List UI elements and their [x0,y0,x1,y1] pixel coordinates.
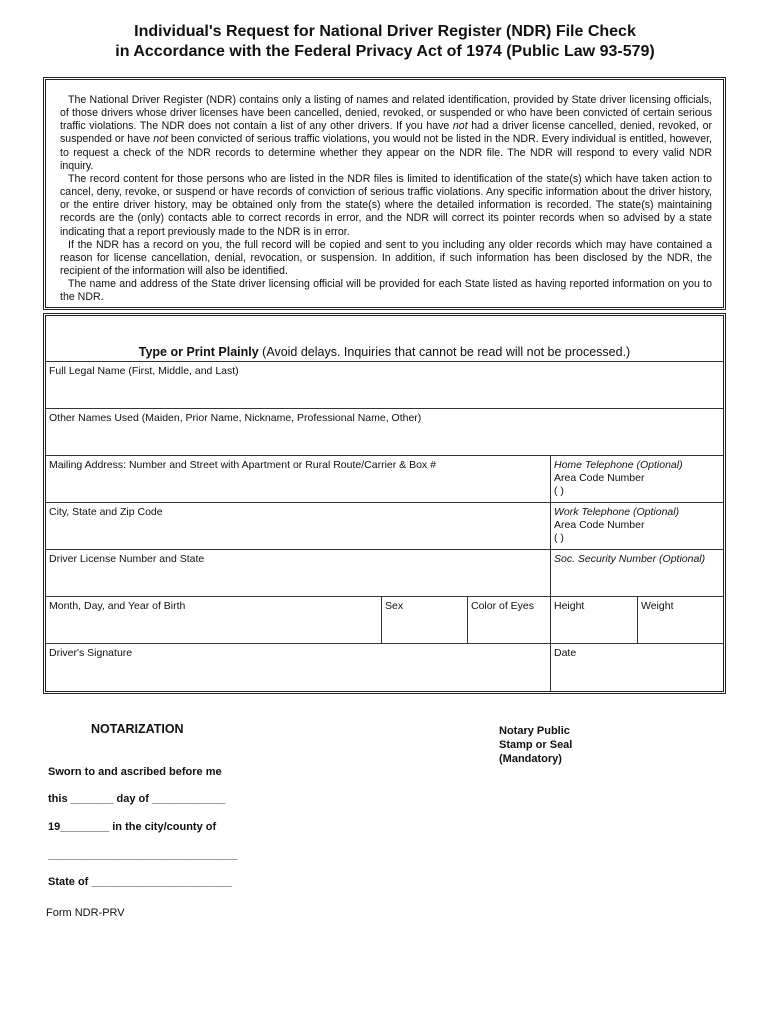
notary-state-line[interactable]: State of _______________________ [48,876,233,888]
driver-license-label: Driver License Number and State [49,553,205,565]
notary-seal-line-1: Notary Public [499,725,570,737]
title-line-1: Individual's Request for National Driver Register (NDR) File Check [134,23,636,40]
work-area-code-parens: ( ) [554,532,564,544]
eye-color-field[interactable] [468,597,550,643]
mailing-address-label: Mailing Address: Number and Street with Apartment or Rural Route/Carrier & Box # [49,459,436,471]
intro-text [60,94,712,305]
height-field[interactable] [551,597,637,643]
other-names-field[interactable] [46,409,723,455]
height-label: Height [554,600,585,612]
instruction-bold: Type or Print Plainly [138,345,259,359]
intro-p1-part-c: been convicted of serious traffic violations, you would not be listed in the NDR. Every individual is entitled, however, to request a check of the NDR records to determine whether they appear on the NDR file. The NDR will respond to every valid NDR inquiry. [60,133,712,172]
city-state-zip-label: City, State and Zip Code [49,506,163,518]
notary-blank-line[interactable]: _______________________________ [48,849,238,861]
signature-label: Driver's Signature [49,647,133,659]
notary-seal-label [499,724,572,766]
intro-box [43,77,726,310]
notary-day-line[interactable]: this _______ day of ____________ [48,793,226,805]
sex-label: Sex [385,600,404,612]
full-name-label: Full Legal Name (First, Middle, and Last) [49,365,239,377]
other-names-label: Other Names Used (Maiden, Prior Name, Nickname, Professional Name, Other) [49,412,422,424]
ssn-field[interactable] [551,550,723,596]
notary-sworn-line: Sworn to and ascribed before me [48,766,222,778]
work-telephone-label: Work Telephone (Optional) [554,506,680,518]
signature-field[interactable] [46,644,550,691]
form-id: Form NDR-PRV [46,907,125,919]
full-name-field[interactable] [46,362,723,408]
mailing-address-field[interactable] [46,456,550,502]
eye-color-label: Color of Eyes [471,600,535,612]
intro-paragraph-4: The name and address of the State driver licensing official will be provided for each State listed as having reported information on you to the NDR. [60,278,712,304]
work-telephone-field[interactable] [551,503,723,549]
date-label: Date [554,647,577,659]
home-telephone-field[interactable] [551,456,723,502]
date-of-birth-field[interactable] [46,597,381,643]
home-area-code-label: Area Code Number [554,472,645,484]
work-area-code-label: Area Code Number [554,519,645,531]
instruction-rest: (Avoid delays. Inquiries that cannot be read will not be processed.) [258,345,631,359]
intro-p1-emph-1: not [452,120,468,133]
request-form [43,313,726,694]
intro-p1-part-b: had a driver license cancelled, denied, revoked, or suspended or have [60,120,713,146]
weight-field[interactable] [638,597,723,643]
notary-year-line[interactable]: 19________ in the city/county of [48,821,217,833]
date-of-birth-label: Month, Day, and Year of Birth [49,600,186,612]
intro-p1-emph-2: not [153,133,168,146]
sex-field[interactable] [382,597,467,643]
city-state-zip-field[interactable] [46,503,550,549]
home-area-code-parens: ( ) [554,485,564,497]
form-instruction [46,345,723,359]
notary-seal-line-3: (Mandatory) [499,753,562,765]
intro-paragraph-3: If the NDR has a record on you, the full record will be copied and sent to you including any older records which may have contained a reason for license cancellation, denial, revocation, or suspension. In addition, if such information has been disclosed by the NDR, the recipient of the information will also be identified. [60,238,712,278]
page-title [0,22,770,62]
driver-license-field[interactable] [46,550,550,596]
intro-paragraph-1 [60,94,712,173]
notary-seal-line-2: Stamp or Seal [499,739,573,751]
home-telephone-label: Home Telephone (Optional) [554,459,683,471]
notarization-heading: NOTARIZATION [91,722,184,736]
intro-p1-part-a: The National Driver Register (NDR) contains only a listing of names and related identification, provided by State driver licensing officials, of those drivers whose driver licenses have been cancelled, denied, revoked, or suspended or who have been convicted of certain serious traffic violations. The NDR does not contain a list of any other drivers. If you have [60,94,712,133]
ssn-label: Soc. Security Number (Optional) [554,553,706,565]
intro-paragraph-2: The record content for those persons who are listed in the NDR files is limited to identification of the state(s) which have taken action to cancel, deny, revoke, or suspend or have records of conviction of serious traffic violations. Any specific information about the driver history, or the entire driver history, may be obtained only from the state(s) where the detailed information is recorded. The state(s) maintaining records are the (only) contacts able to correct records in error, and the NDR will correct its pointer records when so advised by a state indicating that a report previously made to the NDR is in error. [60,172,712,238]
date-field[interactable] [551,644,723,691]
weight-label: Weight [641,600,674,612]
title-line-2: in Accordance with the Federal Privacy Act of 1974 (Public Law 93-579) [115,43,655,60]
